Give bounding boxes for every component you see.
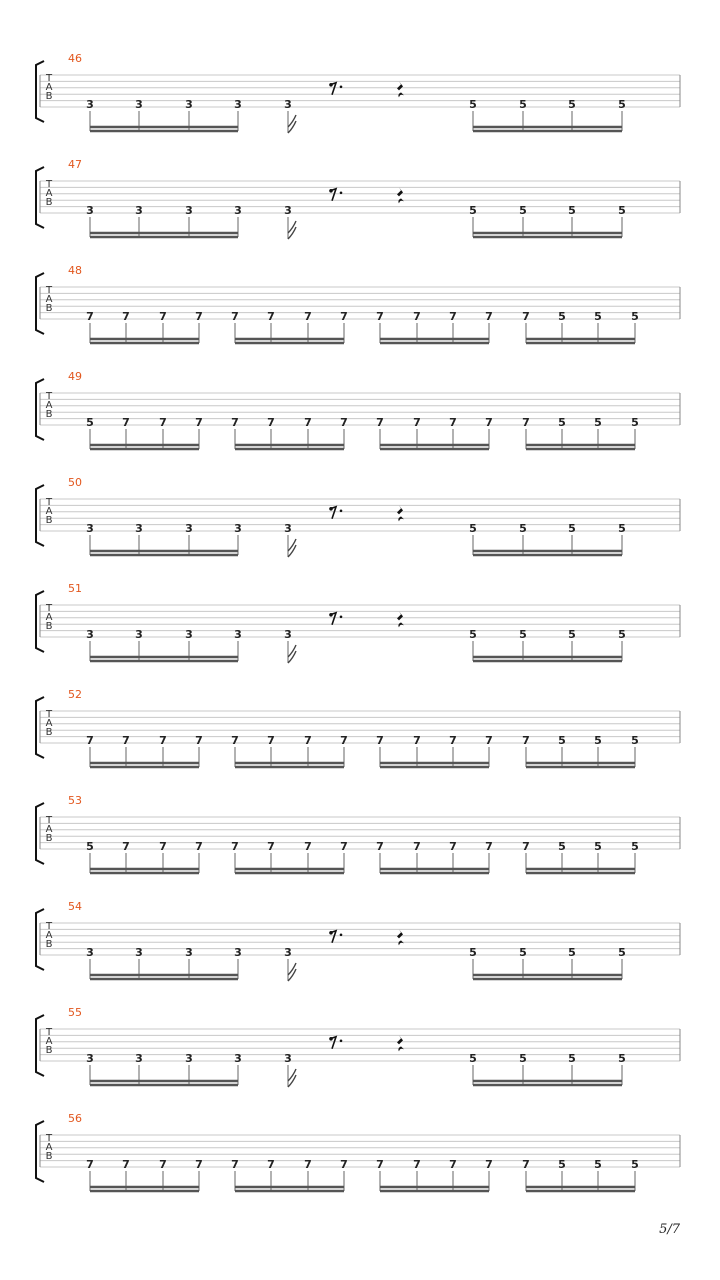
fret-number: 3 [284, 946, 292, 959]
fret-number: 3 [284, 1052, 292, 1065]
fret-number: 5 [594, 310, 602, 323]
fret-number: 3 [284, 98, 292, 111]
fret-number: 7 [485, 840, 493, 853]
quarter-rest [397, 611, 404, 627]
fret-number: 5 [618, 522, 626, 535]
fret-number: 7 [413, 310, 421, 323]
fret-number: 5 [558, 734, 566, 747]
fret-number: 7 [159, 734, 167, 747]
fret-number: 7 [86, 734, 94, 747]
fret-number: 3 [234, 628, 242, 641]
fret-number: 7 [413, 1158, 421, 1171]
measure-number: 51 [68, 582, 82, 595]
fret-number: 5 [631, 310, 639, 323]
fret-number: 5 [631, 1158, 639, 1171]
fret-number: 3 [185, 628, 193, 641]
fret-number: 5 [568, 98, 576, 111]
fret-number: 5 [86, 840, 94, 853]
fret-number: 7 [376, 416, 384, 429]
tab-system [36, 688, 680, 767]
tab-letter: T [45, 709, 53, 720]
fret-number: 7 [413, 840, 421, 853]
tab-letter: T [45, 921, 53, 932]
fret-number: 5 [469, 1052, 477, 1065]
fret-number: 3 [234, 522, 242, 535]
fret-number: 3 [234, 1052, 242, 1065]
fret-number: 7 [449, 416, 457, 429]
tab-letter: B [45, 515, 53, 526]
measure-number: 49 [68, 370, 82, 383]
measure-number: 53 [68, 794, 82, 807]
fret-number: 3 [135, 204, 143, 217]
tab-system [36, 900, 680, 981]
fret-number: 7 [304, 310, 312, 323]
fret-number: 7 [304, 734, 312, 747]
fret-number: 3 [135, 98, 143, 111]
rest-head [329, 507, 333, 511]
fret-number: 7 [195, 734, 203, 747]
fret-number: 5 [631, 734, 639, 747]
tab-letter: B [45, 409, 53, 420]
fret-number: 5 [594, 1158, 602, 1171]
tab-letter: B [45, 1045, 53, 1056]
fret-number: 7 [522, 416, 530, 429]
measure-number: 50 [68, 476, 82, 489]
rest-dot [340, 192, 343, 195]
fret-number: 5 [568, 628, 576, 641]
fret-number: 5 [594, 734, 602, 747]
tab-letter: A [45, 82, 53, 93]
fret-number: 7 [86, 310, 94, 323]
tab-system [36, 370, 680, 449]
tab-letter: A [45, 294, 53, 305]
fret-number: 3 [185, 946, 193, 959]
fret-number: 7 [340, 416, 348, 429]
fret-number: 7 [485, 310, 493, 323]
tab-letter: A [45, 1142, 53, 1153]
fret-number: 5 [519, 522, 527, 535]
fret-number: 7 [449, 840, 457, 853]
fret-number: 5 [618, 628, 626, 641]
fret-number: 5 [568, 522, 576, 535]
rest-dot [340, 86, 343, 89]
tab-letter: B [45, 91, 53, 102]
rest-dot [340, 616, 343, 619]
measure-number: 46 [68, 52, 82, 65]
tab-system [36, 1006, 680, 1087]
rest-head [329, 931, 333, 935]
fret-number: 5 [558, 310, 566, 323]
fret-number: 7 [231, 1158, 239, 1171]
fret-number: 7 [522, 840, 530, 853]
rest-head [329, 613, 333, 617]
tab-letter: A [45, 506, 53, 517]
fret-number: 7 [195, 310, 203, 323]
fret-number: 5 [519, 204, 527, 217]
note-flag [288, 539, 296, 551]
fret-number: 3 [86, 522, 94, 535]
fret-number: 3 [86, 204, 94, 217]
tab-system [36, 794, 680, 873]
fret-number: 5 [594, 840, 602, 853]
tab-letter: B [45, 303, 53, 314]
fret-number: 7 [159, 310, 167, 323]
fret-number: 7 [267, 416, 275, 429]
rest-head [329, 83, 333, 87]
fret-number: 5 [568, 204, 576, 217]
fret-number: 5 [558, 1158, 566, 1171]
rest-dot [340, 934, 343, 937]
fret-number: 5 [631, 416, 639, 429]
fret-number: 3 [185, 204, 193, 217]
fret-number: 3 [284, 628, 292, 641]
fret-number: 7 [340, 310, 348, 323]
tab-letter: T [45, 73, 53, 84]
page-number: 5/7 [659, 1222, 680, 1237]
fret-number: 5 [631, 840, 639, 853]
tab-letter: A [45, 612, 53, 623]
fret-number: 3 [185, 1052, 193, 1065]
fret-number: 3 [284, 522, 292, 535]
fret-number: 7 [449, 734, 457, 747]
fret-number: 7 [231, 310, 239, 323]
fret-number: 3 [185, 98, 193, 111]
fret-number: 3 [185, 522, 193, 535]
fret-number: 5 [618, 946, 626, 959]
tab-letter: T [45, 1133, 53, 1144]
fret-number: 7 [522, 310, 530, 323]
fret-number: 7 [340, 840, 348, 853]
tab-letter: B [45, 1151, 53, 1162]
rest-dot [340, 510, 343, 513]
fret-number: 5 [618, 1052, 626, 1065]
fret-number: 3 [234, 204, 242, 217]
tab-letter: T [45, 1027, 53, 1038]
tab-letter: T [45, 179, 53, 190]
fret-number: 7 [231, 840, 239, 853]
fret-number: 5 [519, 1052, 527, 1065]
fret-number: 7 [159, 416, 167, 429]
fret-number: 7 [122, 734, 130, 747]
fret-number: 3 [86, 1052, 94, 1065]
fret-number: 7 [304, 416, 312, 429]
fret-number: 7 [413, 734, 421, 747]
fret-number: 5 [469, 946, 477, 959]
fret-number: 7 [449, 1158, 457, 1171]
tab-letter: T [45, 815, 53, 826]
fret-number: 5 [469, 522, 477, 535]
tab-letter: T [45, 391, 53, 402]
fret-number: 3 [86, 946, 94, 959]
tab-system [36, 476, 680, 557]
fret-number: 5 [558, 416, 566, 429]
quarter-rest [397, 1035, 404, 1051]
quarter-rest [397, 505, 404, 521]
tab-letter: A [45, 1036, 53, 1047]
tab-letter: B [45, 621, 53, 632]
tab-letter: B [45, 939, 53, 950]
fret-number: 3 [86, 628, 94, 641]
note-flag [288, 221, 296, 233]
fret-number: 7 [86, 1158, 94, 1171]
fret-number: 3 [135, 946, 143, 959]
tab-system [36, 52, 680, 133]
fret-number: 7 [522, 734, 530, 747]
fret-number: 7 [376, 840, 384, 853]
fret-number: 7 [231, 416, 239, 429]
note-flag [288, 963, 296, 975]
note-flag [288, 645, 296, 657]
tab-letter: T [45, 497, 53, 508]
fret-number: 7 [304, 840, 312, 853]
fret-number: 7 [195, 1158, 203, 1171]
fret-number: 7 [485, 416, 493, 429]
fret-number: 7 [376, 734, 384, 747]
tab-letter: T [45, 285, 53, 296]
tab-letter: B [45, 727, 53, 738]
fret-number: 5 [519, 946, 527, 959]
tab-letter: A [45, 718, 53, 729]
tab-letter: A [45, 188, 53, 199]
measure-number: 56 [68, 1112, 82, 1125]
fret-number: 7 [122, 1158, 130, 1171]
fret-number: 5 [568, 1052, 576, 1065]
fret-number: 7 [340, 734, 348, 747]
note-flag [288, 1069, 296, 1081]
fret-number: 7 [267, 310, 275, 323]
fret-number: 7 [413, 416, 421, 429]
fret-number: 7 [449, 310, 457, 323]
fret-number: 7 [159, 1158, 167, 1171]
fret-number: 3 [234, 946, 242, 959]
fret-number: 7 [195, 840, 203, 853]
fret-number: 7 [122, 416, 130, 429]
fret-number: 7 [122, 840, 130, 853]
tab-system [36, 158, 680, 239]
fret-number: 5 [594, 416, 602, 429]
tab-system [36, 1112, 680, 1191]
fret-number: 7 [267, 734, 275, 747]
fret-number: 5 [519, 98, 527, 111]
tab-letter: B [45, 833, 53, 844]
fret-number: 5 [558, 840, 566, 853]
fret-number: 7 [485, 734, 493, 747]
fret-number: 3 [86, 98, 94, 111]
tab-system [36, 264, 680, 343]
tab-letter: T [45, 603, 53, 614]
measure-number: 47 [68, 158, 82, 171]
rest-head [329, 189, 333, 193]
measure-number: 54 [68, 900, 82, 913]
fret-number: 7 [231, 734, 239, 747]
rest-head [329, 1037, 333, 1041]
quarter-rest [397, 187, 404, 203]
fret-number: 7 [340, 1158, 348, 1171]
fret-number: 5 [618, 98, 626, 111]
fret-number: 7 [122, 310, 130, 323]
fret-number: 3 [284, 204, 292, 217]
fret-number: 5 [469, 98, 477, 111]
tab-letter: A [45, 930, 53, 941]
tab-letter: A [45, 824, 53, 835]
fret-number: 3 [135, 522, 143, 535]
fret-number: 7 [485, 1158, 493, 1171]
tab-letter: A [45, 400, 53, 411]
fret-number: 5 [618, 204, 626, 217]
note-flag [288, 115, 296, 127]
tab-system [36, 582, 680, 663]
measure-number: 48 [68, 264, 82, 277]
fret-number: 7 [267, 840, 275, 853]
fret-number: 7 [376, 310, 384, 323]
measure-number: 55 [68, 1006, 82, 1019]
tab-letter: B [45, 197, 53, 208]
fret-number: 7 [159, 840, 167, 853]
fret-number: 7 [195, 416, 203, 429]
fret-number: 5 [519, 628, 527, 641]
fret-number: 5 [469, 628, 477, 641]
fret-number: 5 [568, 946, 576, 959]
fret-number: 3 [135, 628, 143, 641]
rest-dot [340, 1040, 343, 1043]
fret-number: 7 [267, 1158, 275, 1171]
fret-number: 7 [522, 1158, 530, 1171]
fret-number: 7 [376, 1158, 384, 1171]
fret-number: 7 [304, 1158, 312, 1171]
quarter-rest [397, 81, 404, 97]
quarter-rest [397, 929, 404, 945]
fret-number: 5 [469, 204, 477, 217]
fret-number: 3 [234, 98, 242, 111]
fret-number: 5 [86, 416, 94, 429]
fret-number: 3 [135, 1052, 143, 1065]
measure-number: 52 [68, 688, 82, 701]
